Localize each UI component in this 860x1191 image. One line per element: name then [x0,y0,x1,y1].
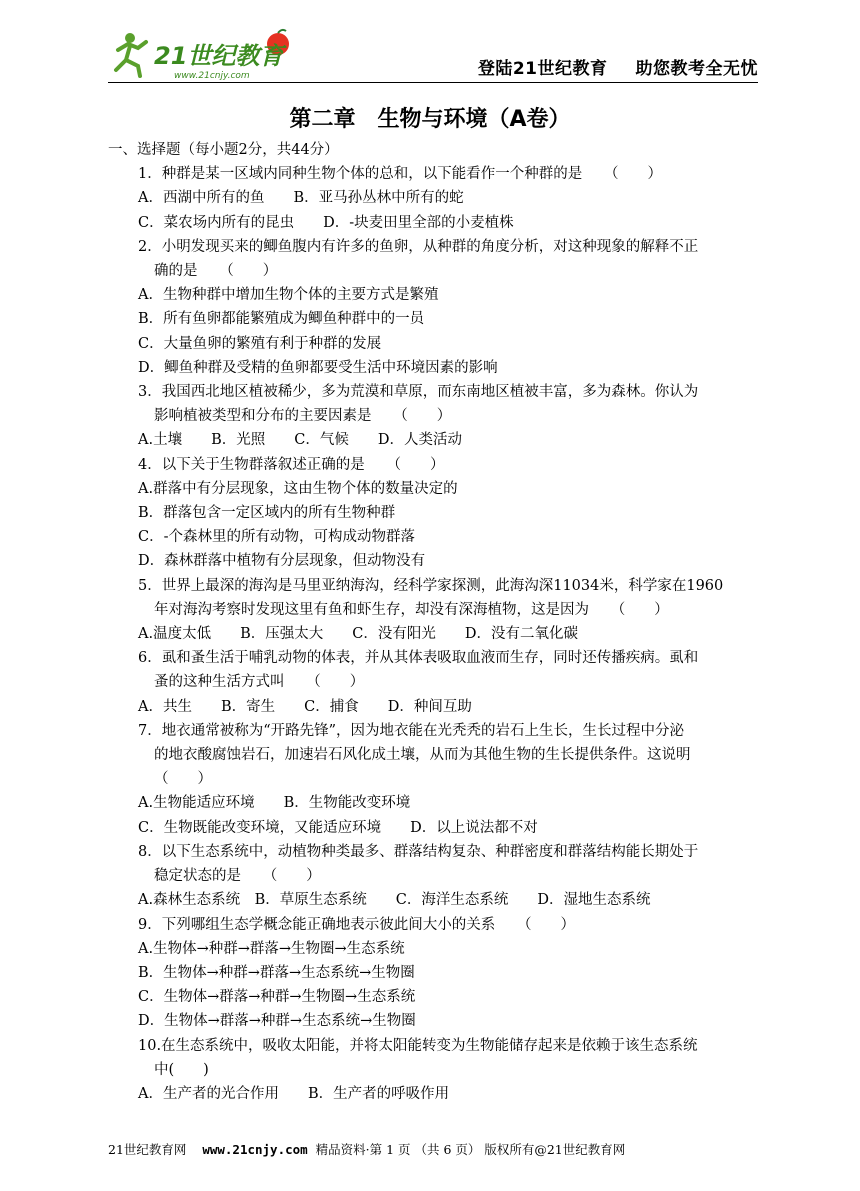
answer-option: A．生物种群中增加生物个体的主要方式是繁殖 [138,287,439,304]
answer-option: A.森林生态系统 B．草原生态系统 C．海洋生态系统 D．湿地生态系统 [138,892,651,909]
section-heading: 一、选择题（每小题2分，共44分） [108,142,339,158]
answer-option: C．菜农场内所有的昆虫 D．-块麦田里全部的小麦植株 [138,214,514,231]
slogan-login: 登陆21世纪教育 [477,59,608,79]
answer-option: A.生物体→种群→群落→生物圈→生态系统 [138,940,405,957]
question-text: 的地衣酸腐蚀岩石，加速岩石风化成土壤，从而为其他生物的生长提供条件。这说明 [154,747,691,764]
page-header [108,28,758,84]
answer-option: A．西湖中所有的鱼 B．亚马孙丛林中所有的蛇 [138,190,464,207]
question-text: 3．我国西北地区植被稀少，多为荒漠和草原，而东南地区植被丰富，多为森林。你认为 [138,384,699,401]
question-item [108,646,760,719]
question-item [108,380,760,453]
question-text: 1．种群是某一区域内同种生物个体的总和，以下能看作一个种群的是 （ ） [138,166,662,183]
question-item [108,913,760,1034]
answer-option: A.生物能适应环境 B．生物能改变环境 [138,795,411,812]
answer-option: B．所有鱼卵都能繁殖成为鲫鱼种群中的一员 [138,311,425,328]
answer-option: A．生产者的光合作用 B．生产者的呼吸作用 [138,1085,450,1102]
svg-text:www.21cnjy.com: www.21cnjy.com [174,71,250,81]
answer-option: D．鲫鱼种群及受精的鱼卵都要受生活中环境因素的影响 [138,359,498,376]
question-text: 9．下列哪组生态学概念能正确地表示彼此间大小的关系 （ ） [138,916,575,933]
question-item [108,840,760,913]
answer-option: A．共生 B．寄生 C．捕食 D．种间互助 [138,698,472,715]
answer-option: C．生物体→群落→种群→生物圈→生态系统 [138,989,416,1006]
question-text: 8．以下生态系统中，动植物种类最多、群落结构复杂、种群密度和群落结构能长期处于 [138,843,699,860]
svg-text:21世纪教育: 21世纪教育 [154,42,284,70]
answer-option: A.温度太低 B．压强太大 C．没有阳光 D．没有二氧化碳 [138,626,578,643]
answer-option: C．-个森林里的所有动物，可构成动物群落 [138,529,415,546]
question-text: 中( ) [154,1061,209,1078]
answer-option: C．生物既能改变环境，又能适应环境 D．以上说法都不对 [138,819,538,836]
question-text: 10.在生态系统中，吸收太阳能，并将太阳能转变为生物能储存起来是依赖于该生态系统 [138,1037,698,1054]
question-text: 6．虱和蚤生活于哺乳动物的体表，并从其体表吸取血液而生存，同时还传播疾病。虱和 [138,650,699,667]
answer-option: A.土壤 B．光照 C．气候 D．人类活动 [138,432,462,449]
question-text: 5．世界上最深的海沟是马里亚纳海沟，经科学家探测，此海沟深11034米，科学家在1960 [138,577,724,594]
question-text: 稳定状态的是 （ ） [154,868,321,885]
question-text: 4．以下关于生物群落叙述正确的是 （ ） [138,456,445,473]
logo-21cnjy [108,28,308,84]
header-divider [108,82,758,83]
footer-site: 21世纪教育网 [108,1142,187,1157]
question-item [108,162,760,235]
answer-option: D．森林群落中植物有分层现象，但动物没有 [138,553,426,570]
page-title: 第二章 生物与环境（A卷） [289,107,571,132]
question-text: 确的是 （ ） [154,263,278,280]
answer-option: B．群落包含一定区域内的所有生物种群 [138,505,396,522]
question-text: 7．地衣通常被称为“开路先锋”，因为地衣能在光秃秃的岩石上生长，生长过程中分泌 [138,722,685,739]
header-slogan [450,54,758,79]
document-body [108,138,760,1106]
question-text: 影响植被类型和分布的主要因素是 （ ） [154,408,452,425]
question-item [108,574,760,647]
question-item [108,235,760,380]
slogan-tagline: 助您教考全无忧 [635,59,758,79]
question-text: 蚤的这种生活方式叫 （ ） [154,674,365,691]
answer-option: B．生物体→种群→群落→生态系统→生物圈 [138,964,415,981]
question-text: 年对海沟考察时发现这里有鱼和虾生存，却没有深海植物，这是因为 （ ） [154,601,669,618]
question-item [108,1034,760,1107]
question-text: （ ） [154,771,212,788]
question-item [108,719,760,840]
page-footer [108,1140,760,1158]
footer-url[interactable]: www.21cnjy.com [202,1142,308,1157]
question-text: 2．小明发现买来的鲫鱼腹内有许多的鱼卵，从种群的角度分析，对这种现象的解释不正 [138,238,699,255]
answer-option: A.群落中有分层现象，这由生物个体的数量决定的 [138,480,458,497]
answer-option: C．大量鱼卵的繁殖有利于种群的发展 [138,335,382,352]
question-list [108,162,760,1106]
question-item [108,453,760,574]
footer-info: 精品资料·第 1 页 （共 6 页） 版权所有@21世纪教育网 [315,1142,626,1157]
answer-option: D．生物体→群落→种群→生态系统→生物圈 [138,1013,416,1030]
